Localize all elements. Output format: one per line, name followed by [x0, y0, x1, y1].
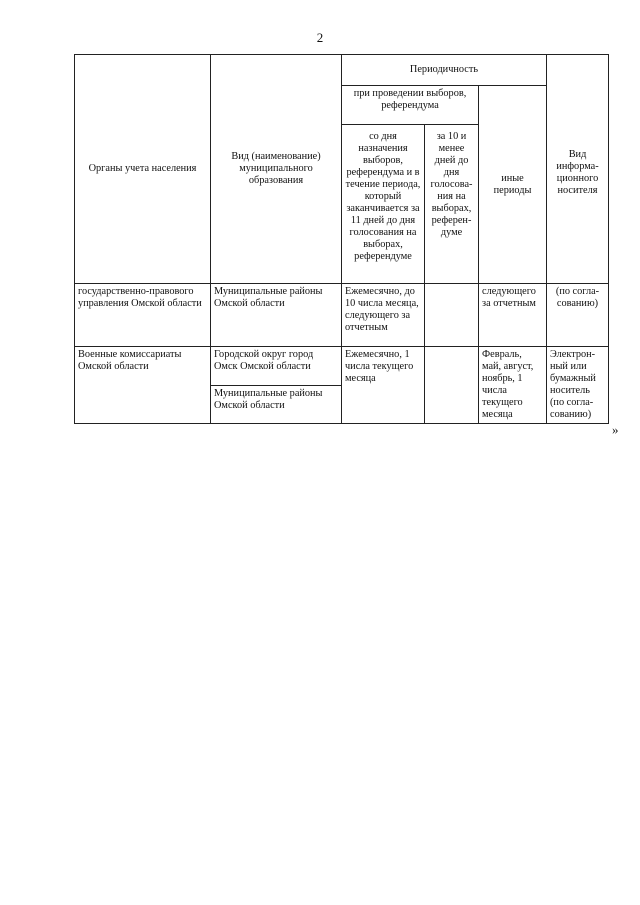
- cell-organ: государственно-правового управления Омской области: [75, 284, 211, 347]
- cell-ten-days: [425, 347, 479, 424]
- header-ten-days: за 10 и менее дней до дня голосова-ния на выборах, референ-думе: [425, 125, 479, 284]
- cell-from-appointment: Ежемесячно, 1 числа текущего месяца: [342, 347, 425, 424]
- closing-quote: »: [612, 422, 619, 437]
- table-row: [75, 347, 609, 386]
- header-periodicity: Периодичность: [342, 55, 547, 86]
- cell-municipality: Муниципальные районы Омской области: [211, 385, 342, 424]
- header-organs: Органы учета населения: [75, 55, 211, 284]
- page-number: 2: [316, 30, 324, 45]
- header-during-elections: при проведении выборов, референдума: [342, 86, 479, 125]
- data-table: [74, 54, 609, 424]
- cell-from-appointment: Ежемесячно, до 10 числа месяца, следующего за отчетным: [342, 284, 425, 347]
- cell-municipality: Муниципальные районы Омской области: [211, 284, 342, 347]
- table-row: [75, 284, 609, 347]
- header-municipality-type: Вид (наименование) муниципального образования: [211, 55, 342, 284]
- cell-ten-days: [425, 284, 479, 347]
- header-other-periods: иные периоды: [479, 86, 547, 284]
- cell-municipality: Городской округ город Омск Омской области: [211, 347, 342, 386]
- cell-media: (по согла-сованию): [547, 284, 609, 347]
- cell-organ: Военные комиссариаты Омской области: [75, 347, 211, 424]
- header-media-type: Вид информа-ционного носителя: [547, 55, 609, 284]
- cell-other-periods: Февраль, май, август, ноябрь, 1 числа текущего месяца: [479, 347, 547, 424]
- header-row-1: [75, 55, 609, 86]
- cell-media: Электрон-ный или бумажный носитель (по согла-сованию): [547, 347, 609, 424]
- header-from-appointment: со дня назначения выборов, референдума и в течение периода, который заканчивается за 11 дней до дня голосования на выборах, референдуме: [342, 125, 425, 284]
- cell-other-periods: следующего за отчетным: [479, 284, 547, 347]
